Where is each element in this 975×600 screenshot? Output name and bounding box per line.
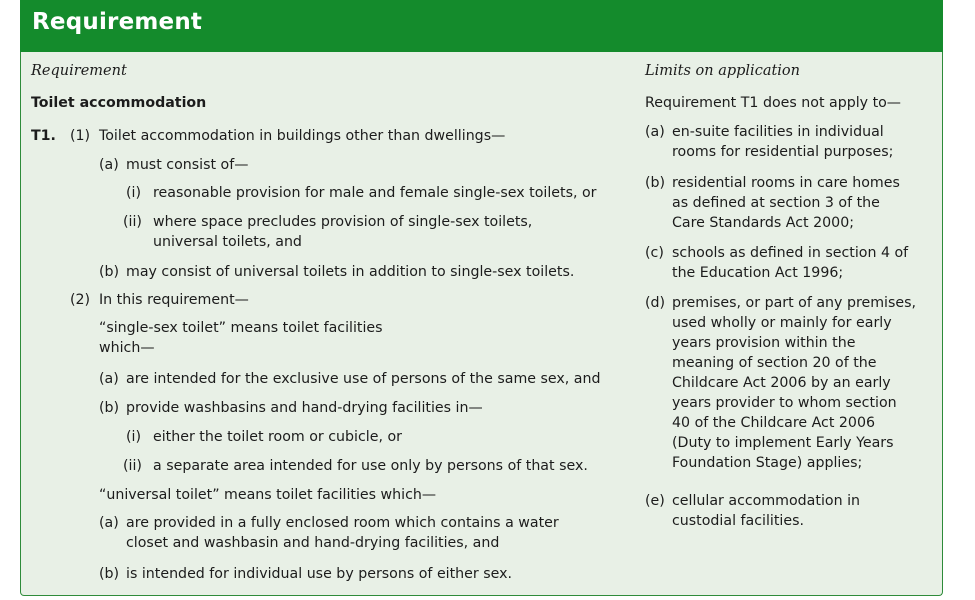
limit-d-line6: years provider to whom section [672,395,897,411]
p1-a-ii-number: (ii) [123,214,142,230]
p2-b-i-text: either the toilet room or cubicle, or [153,429,402,445]
p2-b-text: provide washbasins and hand-drying facilities in— [126,400,483,416]
p2-c-line2: closet and washbasin and hand-drying facilities, and [126,535,500,551]
p2-number: (2) [70,292,91,308]
p1-a-text: must consist of— [126,157,249,173]
limit-d-number: (d) [645,295,666,311]
limit-c-line2: the Education Act 1996; [672,265,844,281]
p1-a-i-number: (i) [126,185,142,201]
limit-d-line5: Childcare Act 2006 by an early [672,375,891,391]
p2-b-ii-number: (ii) [123,458,142,474]
p1-a-i-text: reasonable provision for male and female single-sex toilets, or [153,185,597,201]
section-title: Toilet accommodation [31,95,207,111]
limit-b-line2: as defined at section 3 of the [672,195,880,211]
p1-b-number: (b) [99,264,120,280]
limits-intro: Requirement T1 does not apply to— [645,95,901,111]
p1-b-text: may consist of universal toilets in addition to single-sex toilets. [126,264,575,280]
right-column-heading: Limits on application [645,63,800,79]
p1-number: (1) [70,128,91,144]
p2-b-i-number: (i) [126,429,142,445]
header-title: Requirement [32,9,203,35]
limit-e-line2: custodial facilities. [672,513,804,529]
p2-b-ii-text: a separate area intended for use only by persons of that sex. [153,458,588,474]
limit-b-line1: residential rooms in care homes [672,175,900,191]
p2-a-text: are intended for the exclusive use of persons of the same sex, and [126,371,601,387]
limit-b-line3: Care Standards Act 2000; [672,215,855,231]
limit-e-number: (e) [645,493,665,509]
limit-c-number: (c) [645,245,664,261]
p1-a-number: (a) [99,157,119,173]
p2-b-number: (b) [99,400,120,416]
p1-a-ii-line2: universal toilets, and [153,234,302,250]
limit-d-line7: 40 of the Childcare Act 2006 [672,415,876,431]
limit-d-line9: Foundation Stage) applies; [672,455,863,471]
p2-c-line1: are provided in a fully enclosed room which contains a water [126,515,559,531]
limit-d-line3: years provision within the [672,335,856,351]
p2-c-number: (a) [99,515,119,531]
limit-d-line4: meaning of section 20 of the [672,355,877,371]
def-universal: “universal toilet” means toilet facilities which— [99,487,437,503]
p2-d-text: is intended for individual use by persons of either sex. [126,566,513,582]
limit-c-line1: schools as defined in section 4 of [672,245,909,261]
limit-a-line1: en-suite facilities in individual [672,124,884,140]
p2-d-number: (b) [99,566,120,582]
p2-text: In this requirement— [99,292,249,308]
limit-a-line2: rooms for residential purposes; [672,144,894,160]
left-column-heading: Requirement [31,63,127,79]
p1-a-ii-line1: where space precludes provision of single-sex toilets, [153,214,533,230]
limit-b-number: (b) [645,175,666,191]
limit-e-line1: cellular accommodation in [672,493,860,509]
limit-a-number: (a) [645,124,665,140]
limit-d-line1: premises, or part of any premises, [672,295,916,311]
def-single-sex-line1: “single-sex toilet” means toilet facilities [99,320,383,336]
limit-d-line8: (Duty to implement Early Years [672,435,894,451]
p1-text: Toilet accommodation in buildings other than dwellings— [99,128,506,144]
p2-a-number: (a) [99,371,119,387]
requirement-id: T1. [31,128,56,144]
limit-d-line2: used wholly or mainly for early [672,315,892,331]
panel-header [20,0,943,52]
def-single-sex-line2: which— [99,340,155,356]
